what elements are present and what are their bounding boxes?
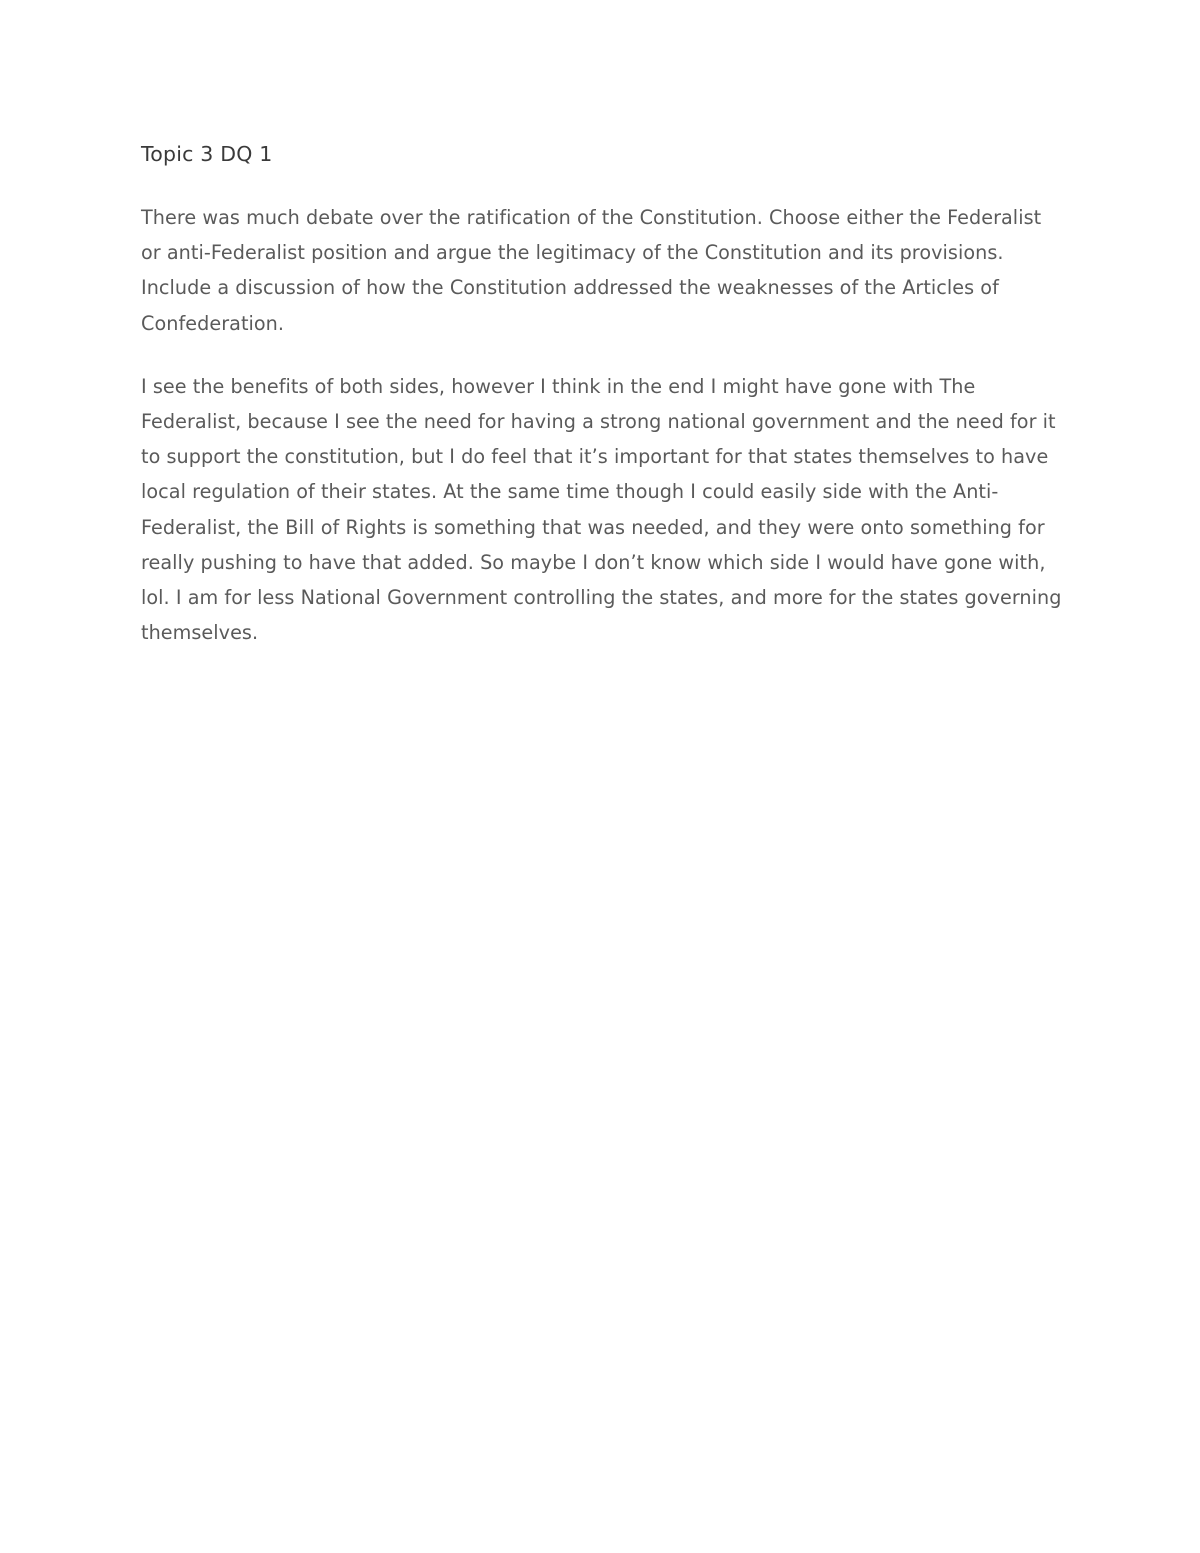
document-title: Topic 3 DQ 1 [141, 142, 273, 166]
response-paragraph: I see the benefits of both sides, however I think in the end I might have gone with The Federalist, because I see the need for having a strong national government and the need for it to support the constitution, but I do feel that it’s important for that states themselves to have local regulation of their states. At the same time though I could easily side with the Anti-Federalist, the Bill of Rights is something that was needed, and they were onto something for really pushing to have that added. So maybe I don’t know which side I would have gone with, lol. I am for less National Government controlling the states, and more for the states governing themselves. [141, 374, 1062, 645]
document-content [141, 138, 1066, 678]
prompt-paragraph: There was much debate over the ratification of the Constitution. Choose either the Federalist or anti-Federalist position and argue the legitimacy of the Constitution and its provisions. Include a discussion of how the Constitution addressed the weaknesses of the Articles of Confederation. [141, 206, 1042, 335]
